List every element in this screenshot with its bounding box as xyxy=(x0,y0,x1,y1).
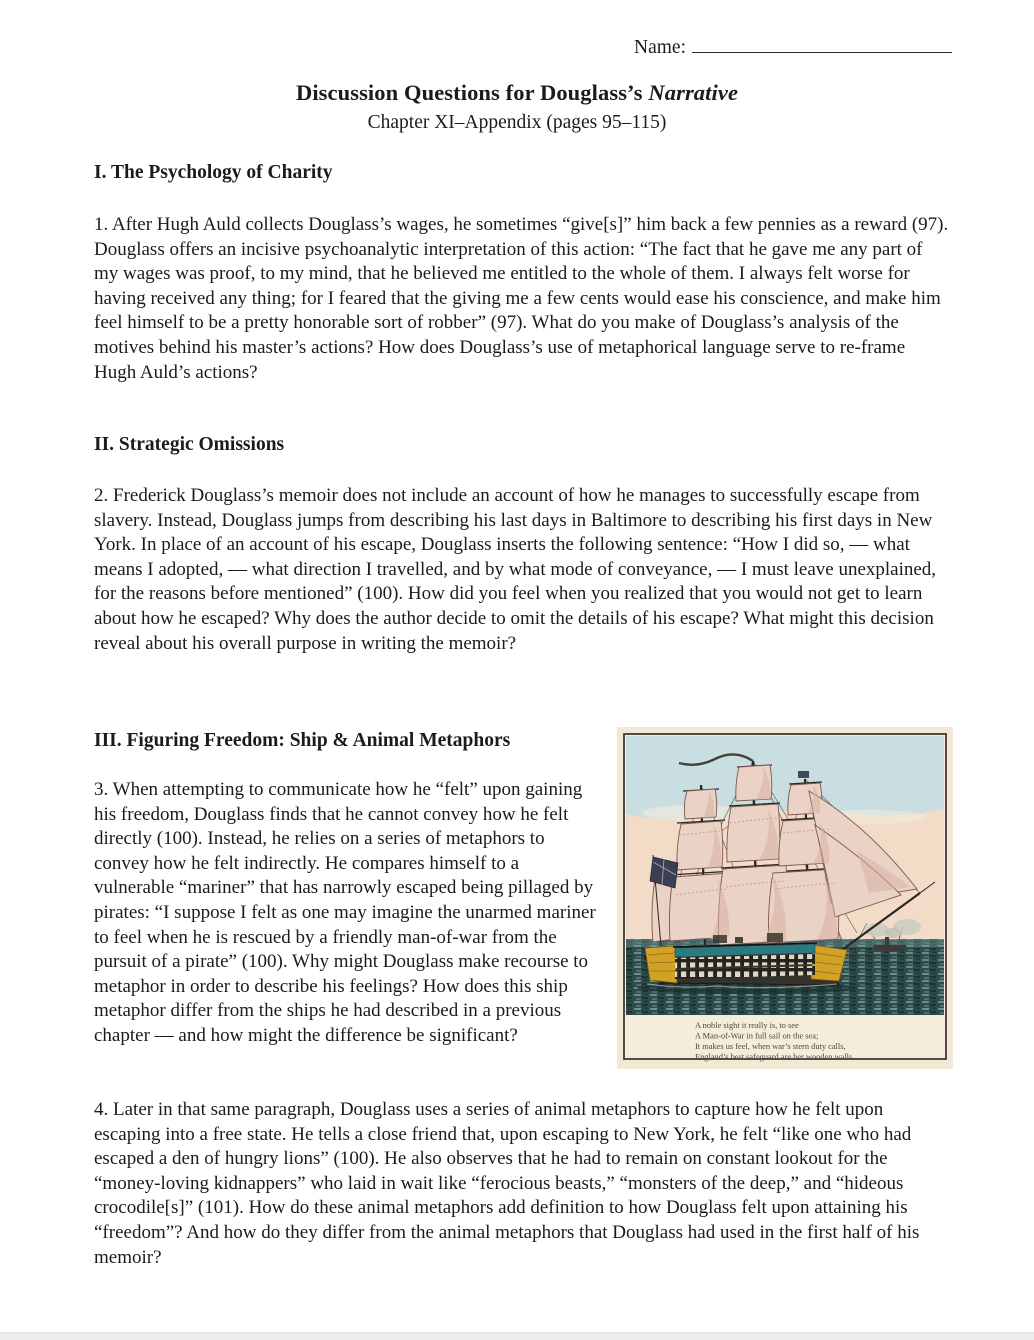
question-1-paragraph: 1. After Hugh Auld collects Douglass’s wages, he sometimes “give[s]” him back a few pennies as a reward (97). Douglass offers an incisive psychoanalytic interpretation of this action: “The fact that he gave me any part of my wages was proof, to my mind, that he believed me entitled to the whole of them. I always felt worse for having received any thing; for I feared that the giving me a few cents would ease his conscience, and make him feel himself to be a pretty honorable sort of robber” (97). What do you make of Douglass’s analysis of the motives behind his master’s actions? How does Douglass’s use of metaphorical language serve to re-frame Hugh Auld’s actions? xyxy=(94,214,949,383)
section-heading-strategic-omissions: II. Strategic Omissions xyxy=(94,434,285,455)
name-blank-line[interactable] xyxy=(692,32,952,53)
section-heading-figuring-freedom: III. Figuring Freedom: Ship & Animal Metaphors xyxy=(94,730,511,751)
name-label: Name: xyxy=(634,37,686,58)
title-main-text: Discussion Questions for Douglass’s xyxy=(295,80,649,105)
document-title xyxy=(0,80,1034,106)
ship-engraving-figure xyxy=(617,727,953,1069)
caption-line-3: It makes us feel, when war’s stern duty calls, xyxy=(695,1042,846,1051)
caption-line-1: A noble sight it really is, to see xyxy=(695,1021,799,1030)
fore-flag xyxy=(798,771,809,778)
caption-line-4: England’s best safeguard are her wooden walls. xyxy=(695,1052,855,1062)
document-subtitle: Chapter XI–Appendix (pages 95–115) xyxy=(367,112,667,133)
title-italic-text: Narrative xyxy=(648,80,739,105)
name-row xyxy=(634,32,952,59)
man-of-war-engraving xyxy=(617,727,953,1069)
question-4-paragraph: 4. Later in that same paragraph, Douglass uses a series of animal metaphors to capture how he felt upon escaping into a free state. He tells a close friend that, upon escaping to New York, he felt “like one who had escaped a den of hungry lions” (100). He also observes that he had to remain on constant lookout for the “money-loving kidnappers” who laid in wait like “ferocious beasts,” “monsters of the deep,” and “hideous crocodile[s]” (101). How do these animal metaphors add definition to how Douglass felt upon attaining his “freedom”? And how do they differ from the animal metaphors that Douglass had used in the first half of his memoir? xyxy=(94,1099,920,1268)
question-3-paragraph: 3. When attempting to communicate how he “felt” upon gaining his freedom, Douglass finds that he cannot convey how he felt directly (100). Instead, he relies on a series of metaphors to convey how he felt indirectly. He compares himself to a vulnerable “mariner” that has narrowly escaped being pillaged by pirates: “I suppose I felt as one may imagine the unarmed mariner to feel when he is rescued by a friendly man-of-war from the pursuit of a pirate” (100). Why might Douglass make recourse to metaphor in order to describe his feelings? How does this ship metaphor differ from the ships he had described in a previous chapter — and how might the difference be significant? xyxy=(94,779,596,1046)
question-2-paragraph: 2. Frederick Douglass’s memoir does not include an account of how he manages to successfully escape from slavery. Instead, Douglass jumps from describing his last days in Baltimore to describing his first days in New York. In place of an account of his escape, Douglass inserts the following sentence: “How I did so, — what means I adopted, — what direction I travelled, and by what mode of conveyance, — I must leave unexplained, for the reasons before mentioned” (100). How did you feel when you realized that you would not get to learn about how he escaped? Why does the author decide to omit the details of his escape? What might this decision reveal about his overall purpose in writing the memoir? xyxy=(94,485,937,654)
section-heading-psychology-of-charity: I. The Psychology of Charity xyxy=(94,162,333,183)
caption-line-2: A Man-of-War in full sail on the sea; xyxy=(695,1031,819,1041)
